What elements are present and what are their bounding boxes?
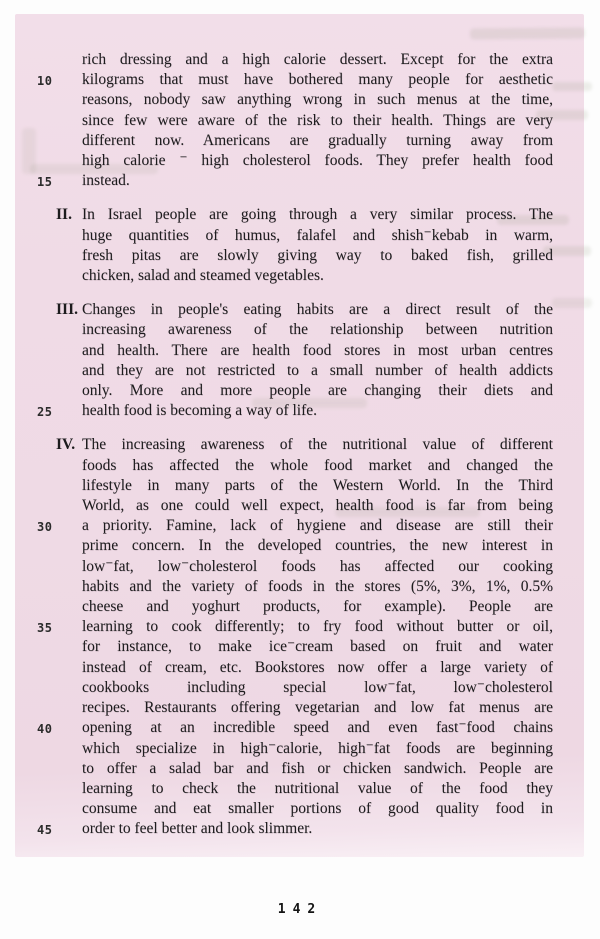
passage-line-text: kilograms that must have bothered many people for aesthetic [82, 71, 553, 89]
passage-line-text: health food is becoming a way of life. [82, 402, 318, 420]
passage-line-text: to offer a salad bar and fish or chicken sandwich. People are [82, 759, 553, 777]
passage-line [37, 799, 584, 819]
line-number [37, 131, 56, 134]
line-number [37, 435, 56, 438]
line-number [37, 381, 56, 384]
line-number [37, 226, 56, 229]
line-number [37, 779, 56, 782]
passage-line-text: and they are not restricted to a small number of health addicts [82, 361, 553, 379]
passage-line-text: reasons, nobody saw anything wrong in such menus at the time, [82, 91, 553, 109]
line-number [37, 266, 56, 269]
passage-line [37, 90, 584, 110]
passage-line-text: instead. [82, 172, 130, 190]
passage-line [37, 266, 584, 286]
passage-line-text: since few were aware of the risk to their health. Things are very [82, 111, 553, 129]
passage-line-text: lifestyle in many parts of the Western World. In the Third [82, 476, 553, 494]
paragraph-iv [37, 435, 584, 839]
passage-line-text: habits and the variety of foods in the stores (5%, 3%, 1%, 0.5% [82, 577, 553, 595]
line-number [37, 759, 56, 762]
passage-line [37, 759, 584, 779]
passage-line [37, 698, 584, 718]
passage-line [37, 577, 584, 597]
passage-line-text: foods has affected the whole food market and changed the [82, 456, 553, 474]
passage-line [37, 151, 584, 171]
passage-line [37, 300, 584, 320]
passage-line [37, 597, 584, 617]
passage [15, 14, 584, 840]
line-number [37, 597, 56, 600]
page-number: 142 [277, 902, 323, 917]
line-number [37, 246, 56, 249]
passage-line-text: for instance, to make ice⁻cream based on fruit and water [82, 638, 553, 656]
passage-line-text: learning to cook differently; to fry food without butter or oil, [82, 618, 553, 636]
passage-line-text: and health. There are health food stores in most urban centres [82, 341, 553, 359]
line-number: 25 [37, 405, 53, 420]
line-number [37, 320, 56, 323]
passage-line [37, 205, 584, 225]
passage-line [37, 557, 584, 577]
passage-line [37, 361, 584, 381]
passage-line [37, 111, 584, 131]
line-number [37, 496, 56, 499]
passage-line-text: rich dressing and a high calorie dessert. Except for the extra [82, 51, 553, 68]
passage-line-text: In Israel people are going through a very similar process. The [82, 206, 553, 224]
line-number [37, 536, 56, 539]
passage-line-text: increasing awareness of the relationship between nutrition [82, 321, 553, 339]
line-number [37, 577, 56, 580]
passage-line [37, 637, 584, 657]
line-number [37, 637, 56, 640]
line-number [37, 476, 56, 479]
line-number [37, 456, 56, 459]
line-number [37, 341, 56, 344]
paragraph-numeral: II. [56, 206, 72, 224]
passage-line [37, 320, 584, 340]
passage-line-text: cheese and yoghurt products, for example). People are [82, 598, 553, 616]
line-number [37, 557, 56, 560]
line-number [37, 678, 56, 681]
paragraph-iii [37, 300, 584, 421]
passage-line-text: opening at an incredible speed and even fast⁻food chains [82, 719, 553, 737]
paragraph-continuation [37, 50, 584, 191]
passage-line-text: only. More and more people are changing their diets and [82, 382, 553, 400]
passage-line-text: prime concern. In the developed countries, the new interest in [82, 537, 553, 555]
passage-line [37, 819, 584, 839]
line-number [37, 111, 56, 114]
line-number [37, 205, 56, 208]
line-number [37, 300, 56, 303]
passage-line-text: cookbooks including special low⁻fat, low⁻cholesterol [82, 678, 553, 696]
passage-line-text: chicken, salad and steamed vegetables. [82, 267, 324, 285]
passage-line [37, 50, 584, 70]
passage-line-text: Changes in people's eating habits are a direct result of the [82, 301, 553, 319]
passage-line [37, 435, 584, 455]
passage-line-text: instead of cream, etc. Bookstores now offer a large variety of [82, 658, 553, 676]
line-number: 40 [37, 722, 53, 737]
passage-line-text: consume and eat smaller portions of good quality food in [82, 800, 553, 818]
passage-line-text: huge quantities of humus, falafel and shish⁻kebab in warm, [82, 226, 553, 244]
passage-line [37, 456, 584, 476]
passage-line-text: low⁻fat, low⁻cholesterol foods has affected our cooking [82, 557, 553, 575]
line-number [37, 90, 56, 93]
passage-line [37, 246, 584, 266]
passage-line [37, 617, 584, 637]
passage-line-text: recipes. Restaurants offering vegetarian and low fat menus are [82, 699, 553, 717]
passage-line-text: which specialize in high⁻calorie, high⁻fat foods are beginning [82, 739, 553, 757]
line-number: 45 [37, 823, 53, 838]
line-number [37, 50, 56, 53]
passage-line [37, 171, 584, 191]
passage-line [37, 381, 584, 401]
line-number: 10 [37, 74, 53, 89]
line-number [37, 361, 56, 364]
passage-line [37, 739, 584, 759]
passage-line-text: The increasing awareness of the nutritional value of different [82, 436, 553, 454]
paragraph-ii [37, 205, 584, 286]
passage-line [37, 401, 584, 421]
passage-line-text: different now. Americans are gradually turning away from [82, 131, 553, 149]
passage-line [37, 718, 584, 738]
passage-line-text: learning to check the nutritional value of the food they [82, 779, 553, 797]
line-number [37, 698, 56, 701]
passage-line [37, 476, 584, 496]
passage-line-text: high calorie ⁻ high cholesterol foods. They prefer health food [82, 152, 553, 170]
passage-line [37, 341, 584, 361]
line-number [37, 739, 56, 742]
passage-line [37, 779, 584, 799]
paragraph-numeral: IV. [56, 436, 76, 454]
passage-line-text: World, as one could well expect, health food is far from being [82, 497, 553, 515]
passage-line [37, 516, 584, 536]
passage-line [37, 536, 584, 556]
passage-line [37, 496, 584, 516]
line-number: 30 [37, 520, 53, 535]
passage-line [37, 226, 584, 246]
passage-line-text: fresh pitas are slowly giving way to baked fish, grilled [82, 246, 553, 264]
paragraph-numeral: III. [56, 301, 78, 319]
passage-line-text: order to feel better and look slimmer. [82, 820, 313, 838]
line-number [37, 799, 56, 802]
passage-line [37, 131, 584, 151]
passage-line [37, 678, 584, 698]
passage-line-text: a priority. Famine, lack of hygiene and disease are still their [82, 517, 553, 535]
line-number: 15 [37, 175, 53, 190]
line-number: 35 [37, 621, 53, 636]
line-number [37, 658, 56, 661]
passage-line [37, 658, 584, 678]
line-number [37, 151, 56, 154]
passage-line [37, 70, 584, 90]
